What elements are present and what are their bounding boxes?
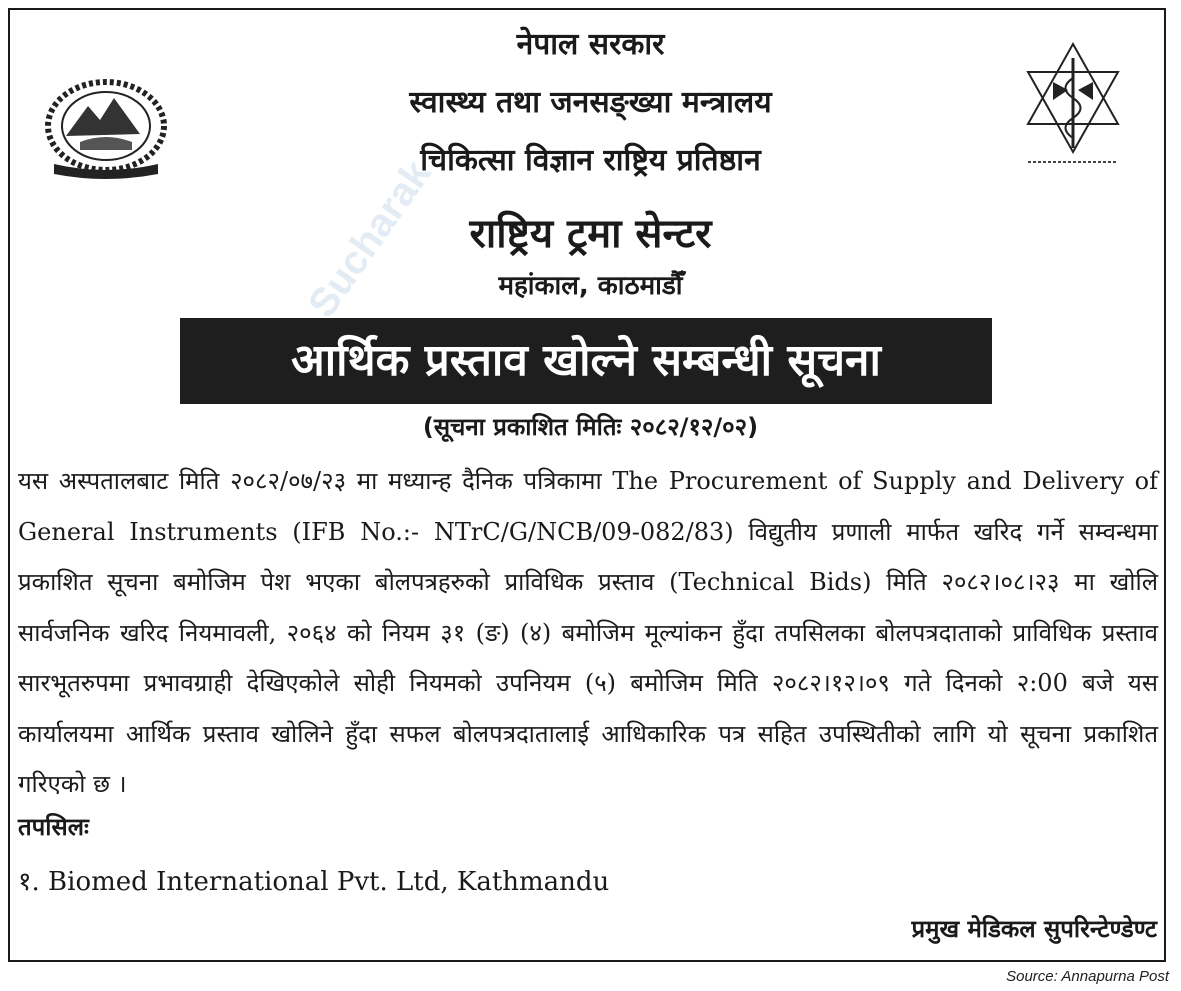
academy-heading: चिकित्सा विज्ञान राष्ट्रिय प्रतिष्ठान [420,143,761,178]
notice-body: यस अस्पतालबाट मिति २०८२/०७/२३ मा मध्यान्ह दैनिक पत्रिकामा The Procurement of Supply and Delivery of General Instruments (IFB No.:- NTrC/G/NCB/09-082/83) विद्युतीय प्रणाली मार्फत खरिद गर्ने सम्वन्धमा प्रकाशित सूचना बमोजिम पेश भएका बोलपत्रहरुको प्राविधिक प्रस्ताव (Technical Bids) मिति २०८२।०८।२३ मा खोलि सार्वजनिक खरिद नियमावली, २०६४ को नियम ३१ (ङ) (४) बमोजिम मूल्यांकन हुँदा तपसिलका बोलपत्रदाताको प्राविधिक प्रस्ताव सारभूतरुपमा प्रभावग्राही देखिएकोले सोही नियमको उपनियम (५) बमोजिम मिति २०८२।१२।०९ गते दिनको २:00 बजे यस कार्यालयमा आर्थिक प्रस्ताव खोलिने हुँदा सफल बोलपत्रदातालाई आधिकारिक पत्र सहित उपस्थितीको लागि यो सूचना प्रकाशित गरिएको छ । [18,467,1159,798]
signatory: प्रमुख मेडिकल सुपरिन्टेण्डेण्ट [911,915,1157,943]
notice-title-banner: आर्थिक प्रस्ताव खोल्ने सम्बन्धी सूचना [180,318,992,404]
publish-date: (सूचना प्रकाशित मितिः २०८२/१२/०२) [422,413,759,441]
details-label: तपसिलः [18,813,89,841]
source-credit: Source: Annapurna Post [1006,968,1169,985]
center-name-heading: राष्ट्रिय ट्रमा सेन्टर [469,211,712,257]
ministry-heading: स्वास्थ्य तथा जनसङ्ख्या मन्त्रालय [409,85,772,120]
government-heading: नेपाल सरकार [516,27,665,62]
center-address: महांकाल, काठमाडौँ [498,271,683,301]
bidder-list-item: १. Biomed International Pvt. Ltd, Kathmandu [18,867,610,897]
